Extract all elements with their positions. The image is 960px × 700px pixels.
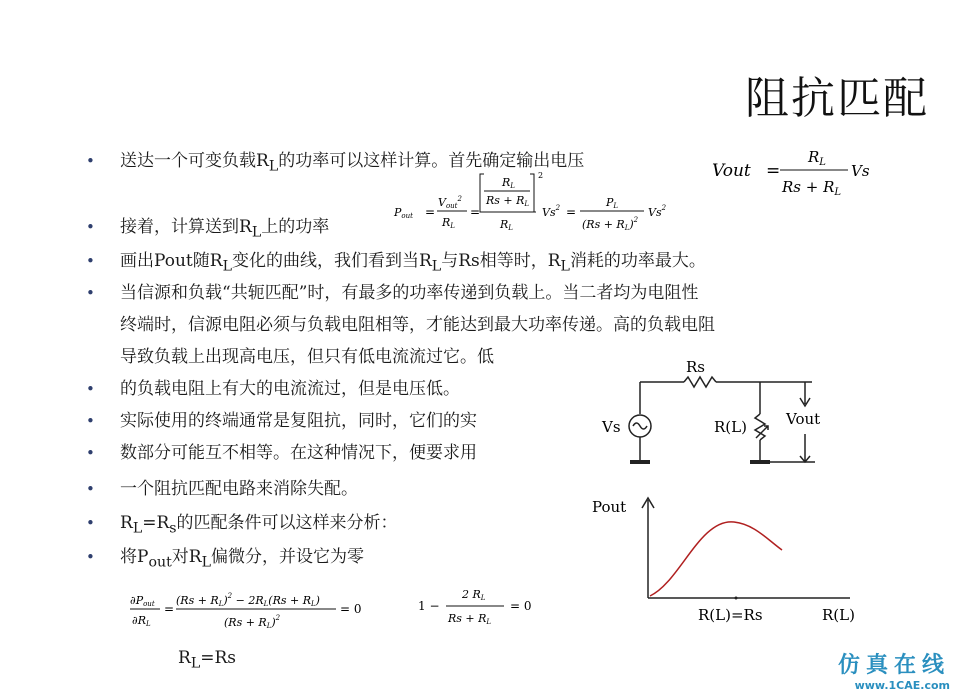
bullet-continuation: 导致负载上出现高电压，但只有低电流流过它。低 [120, 347, 494, 367]
svg-text:PL: PL [606, 196, 619, 210]
svg-text:Vs2: Vs$^2$ [542, 204, 561, 219]
svg-text:RL: RL [442, 216, 455, 230]
bullet-item: • 接着，计算送到$R_L$上的功率 [86, 212, 329, 247]
vout-formula [708, 140, 878, 200]
watermark [838, 648, 950, 692]
bullet-dot: • [86, 218, 95, 236]
bullet-dot: • [86, 152, 95, 170]
max-marker [735, 597, 738, 600]
svg-text:Rs + RL: Rs + RL [448, 612, 492, 626]
svg-text:RL: RL [500, 218, 513, 232]
derivative-formula [128, 582, 378, 638]
svg-text:Rs + RL: $Rs + R_L$ [782, 178, 842, 198]
slide-title: 阻抗匹配 [745, 73, 929, 124]
bullet-item: • 送达一个可变负载$R_L$的功率可以这样计算。首先确定输出电压 [86, 146, 584, 181]
svg-text:=: = [566, 205, 577, 219]
rl-resistor [755, 414, 765, 440]
watermark-cn: 仿真在线 [837, 653, 950, 678]
bullet-dot: • [86, 380, 95, 398]
bullet-item: • 将$P_{out}$对$R_L$偏微分，并设它为零 [86, 542, 364, 577]
bullet-dot: • [86, 252, 95, 270]
rl-label: R(L) [714, 418, 747, 436]
bullet-continuation: 终端时，信源电阻必须与负载电阻相等，才能达到最大功率传递。高的负载电阻 [120, 315, 715, 335]
bullet-item: • 实际使用的终端通常是复阻抗，同时，它们的实 [86, 406, 477, 436]
graph-y-label: Pout [592, 498, 627, 516]
svg-text:(Rs + RL)2: (Rs + RL)$^2$ [582, 216, 639, 232]
svg-text:Vs2: Vs$^2$ [648, 204, 667, 219]
vs-label: Vs [602, 418, 621, 436]
balance-formula [416, 584, 546, 630]
bullet-item: • 数部分可能互不相等。在这种情况下，便要求用 [86, 438, 477, 468]
svg-text:= 0: = 0 [510, 599, 532, 613]
bullet-dot: • [86, 514, 95, 532]
svg-text:RL: $R_L$ [808, 148, 826, 168]
svg-text:RL: RL [502, 176, 515, 190]
svg-text:1 −: 1 − [418, 599, 440, 613]
svg-text:=: = [164, 602, 175, 616]
svg-text:2: 2 [538, 171, 544, 180]
svg-text:(Rs + RL)2: (Rs + RL)$^2$ [224, 614, 281, 630]
svg-text:∂Pout: ∂Pout [130, 594, 155, 608]
svg-text:∂RL: ∂RL [132, 614, 151, 628]
svg-text:=: = [470, 205, 481, 219]
bullet-dot: • [86, 480, 95, 498]
bullet-item: • 一个阻抗匹配电路来消除失配。 [86, 474, 358, 504]
rs-label: Rs [686, 358, 705, 376]
svg-text:Rs + RL: Rs + RL [486, 194, 530, 208]
svg-text:= 0: = 0 [340, 602, 362, 616]
svg-text:2 RL: 2 RL [462, 588, 486, 602]
circuit-diagram [600, 350, 840, 470]
bullet-dot: • [86, 284, 95, 302]
vout-label: Vout [786, 410, 821, 428]
vout-arrow [800, 382, 810, 406]
svg-text:Vout: Vout [712, 161, 751, 181]
svg-text:Vs: Vs [851, 162, 870, 180]
graph-mark-label: R(L)=Rs [698, 606, 763, 624]
svg-text:=: = [766, 161, 781, 181]
svg-text:Pout: Pout [394, 206, 413, 220]
power-formula [392, 168, 692, 248]
bullet-dot: • [86, 548, 95, 566]
svg-text:Vout2: Vout$^2$ [438, 195, 462, 210]
watermark-en: www.1CAE.com [854, 679, 950, 692]
rs-resistor [684, 377, 716, 387]
bullet-item: • $R_L=R_s$的匹配条件可以这样来分析： [86, 508, 398, 543]
bullet-item: • 画出Pout随$R_L$变化的曲线，我们看到当$R_L$与Rs相等时，$R_L$消耗的功率最大。 [86, 246, 706, 281]
pout-graph [590, 490, 870, 630]
svg-text:=: = [425, 205, 436, 219]
svg-text:(Rs + RL)2 − 2RL(Rs + RL): (Rs + RL)$^2$ − 2RL(Rs + RL) [176, 592, 320, 608]
power-curve [650, 522, 782, 596]
bullet-item: • 的负载电阻上有大的电流流过，但是电压低。 [86, 374, 460, 404]
bullet-dot: • [86, 412, 95, 430]
bullet-dot: • [86, 444, 95, 462]
result-equation: $R_L=Rs$ [178, 648, 236, 672]
graph-x-label: R(L) [822, 606, 855, 624]
bullet-item: • 当信源和负载“共轭匹配”时，有最多的功率传递到负载上。当二者均为电阻性 [86, 278, 698, 308]
